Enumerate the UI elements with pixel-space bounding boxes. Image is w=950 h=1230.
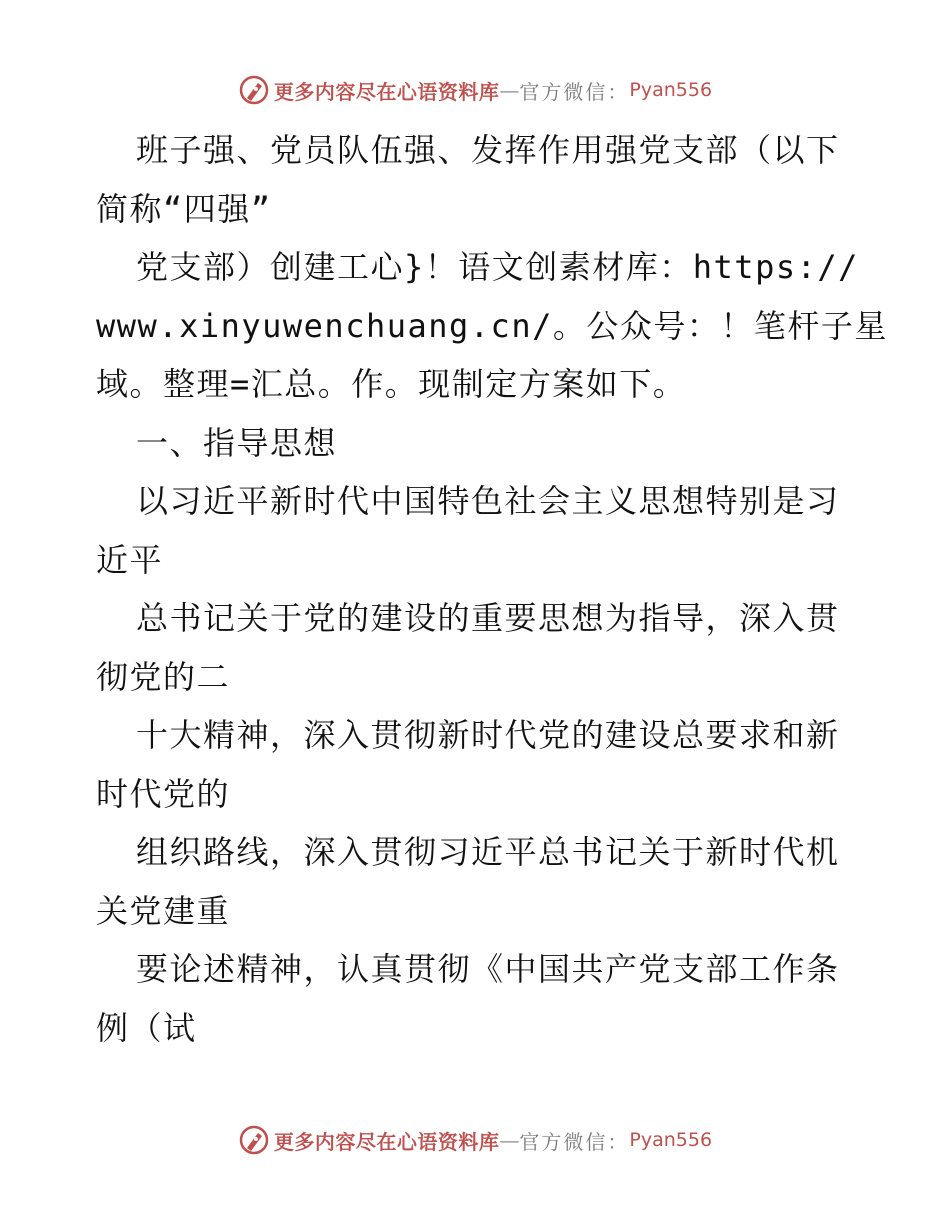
- watermark-wechat-label: 官方微信：: [519, 1129, 630, 1154]
- watermark-wechat-id: Pyan556: [629, 1129, 713, 1151]
- text-line: 彻党的二: [96, 657, 231, 696]
- text-line: 近平: [96, 540, 164, 579]
- text-line: 关党建重: [96, 891, 231, 930]
- text-line: 组织路线，深入贯彻习近平总书记关于新时代机: [136, 833, 840, 871]
- text-line: 十大精神，深入贯彻新时代党的建设总要求和新: [136, 716, 840, 754]
- pen-nib-circle-icon: [238, 74, 270, 106]
- watermark-wechat-label: 官方微信：: [519, 79, 630, 104]
- text-line: 要论述精神，认真贯彻《中国共产党支部工作条: [136, 950, 840, 988]
- text-line: 域。整理=汇总。作。现制定方案如下。: [96, 365, 687, 403]
- text-line: www.xinyuwenchuang.cn/。公众号：！笔杆子星: [96, 306, 888, 345]
- text-line: 以习近平新时代中国特色社会主义思想特别是习: [136, 482, 840, 520]
- watermark-main-text: 更多内容尽在心语资料库: [273, 1129, 500, 1154]
- footer-watermark: [0, 1122, 950, 1158]
- watermark-separator: —: [499, 78, 520, 102]
- pen-nib-circle-icon: [238, 1124, 270, 1156]
- text-line: 时代党的: [96, 774, 231, 813]
- watermark-separator: —: [499, 1128, 520, 1152]
- text-line: 简称“四强”: [96, 189, 272, 228]
- text-line: 例（试: [96, 1008, 197, 1047]
- text-line: 班子强、党员队伍强、发挥作用强党支部（以下: [136, 131, 840, 169]
- watermark-wechat-id: Pyan556: [629, 79, 713, 101]
- section-heading: 一、指导思想: [136, 423, 338, 462]
- text-line: 党支部）创建工心}！语文创素材库：https://: [136, 248, 859, 286]
- header-watermark: [0, 72, 950, 108]
- watermark-main-text: 更多内容尽在心语资料库: [273, 79, 500, 104]
- text-line: 总书记关于党的建设的重要思想为指导，深入贯: [136, 599, 840, 637]
- document-body: [96, 121, 888, 1057]
